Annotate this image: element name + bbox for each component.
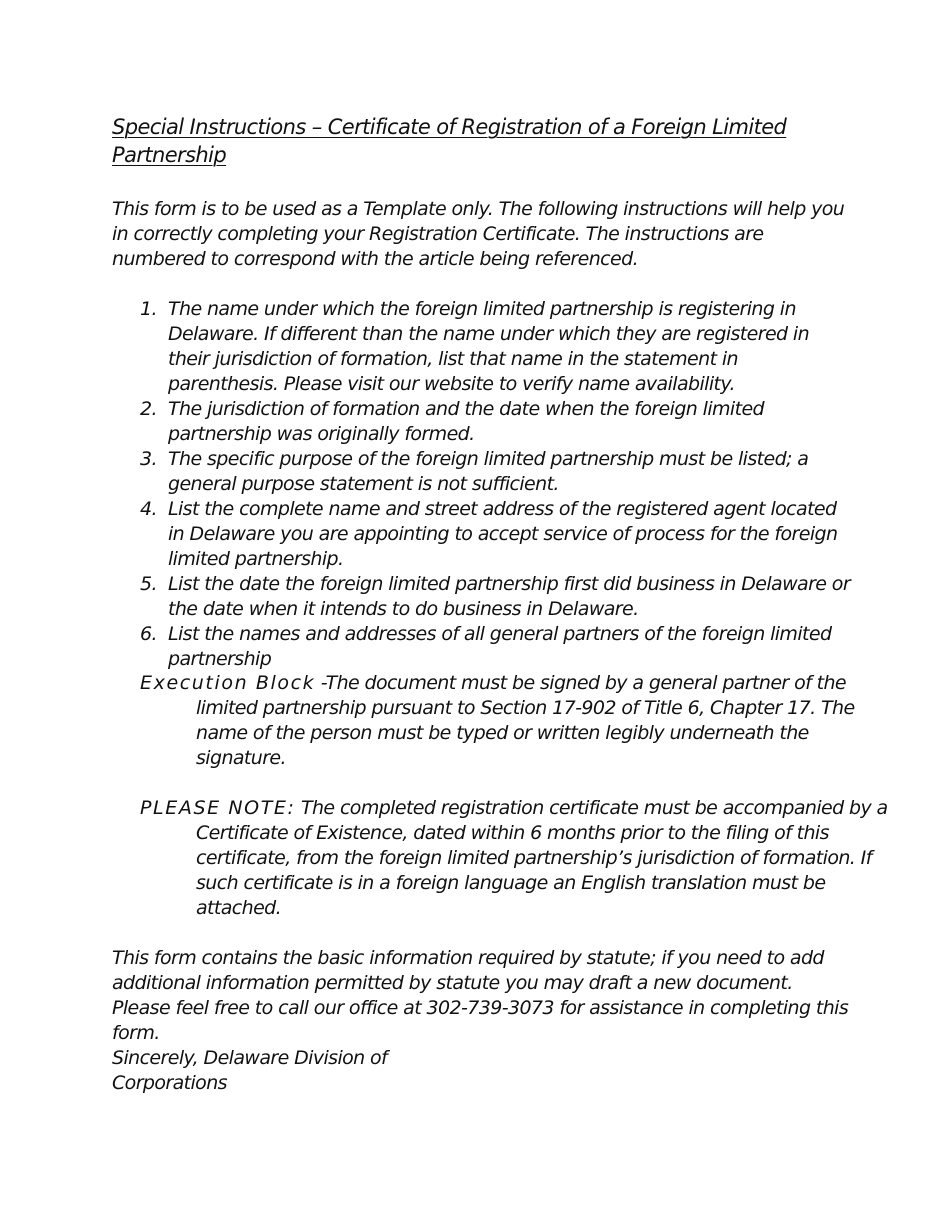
list-item [112,297,852,397]
list-item-text: The specific purpose of the foreign limited partnership must be listed; a general purpose statement is not sufficient. [168,448,809,495]
list-item [112,397,852,447]
list-item [112,572,852,622]
list-item-number: 6. [140,623,157,645]
list-item-number: 4. [140,498,157,520]
list-item [112,622,852,672]
intro-paragraph: This form is to be used as a Template only. The following instructions will help you in correctly completing your Registration Certificate. The instructions are numbered to correspond with the article being referenced. [112,198,845,270]
list-item-text: The name under which the foreign limited partnership is registering in Delaware. If different than the name under which they are registered in their jurisdiction of formation, list that name in the statement in parenthesis. Please visit our website to verify name availability. [168,298,810,395]
list-item [112,447,852,497]
list-item-number: 5. [140,573,157,595]
document-title: Special Instructions – Certificate of Registration of a Foreign Limited Partnership [112,115,787,167]
list-item-text: List the complete name and street address of the registered agent located in Delaware you are appointing to accept service of process for the foreign limited partnership. [168,498,838,570]
closing-paragraph: This form contains the basic information required by statute; if you need to add additional information permitted by statute you may draft a new document. Please feel free to call our office at 302-739-3073 for assistance in completing this form. [112,947,849,1044]
please-note-paragraph [140,796,896,921]
instruction-list [112,297,852,672]
please-note-text: The completed registration certificate must be accompanied by a Certificate of Existence, dated within 6 months prior to the filing of this certificate, from the foreign limited partnership’s jurisdiction of formation. If such certificate is in a foreign language an English translation must be attached. [196,797,888,919]
list-item-number: 3. [140,448,157,470]
list-item-number: 1. [140,298,157,320]
list-item-text: List the date the foreign limited partnership first did business in Delaware or the date when it intends to do business in Delaware. [168,573,851,620]
list-item [112,497,852,572]
execution-block-paragraph [140,671,896,771]
execution-block-text: -The document must be signed by a general partner of the limited partnership pursuant to Section 17-902 of Title 6, Chapter 17. The name of the person must be typed or written legibly underneath the signature. [196,672,855,769]
signoff: Sincerely, Delaware Division of Corporations [112,1047,388,1094]
list-item-text: The jurisdiction of formation and the date when the foreign limited partnership was originally formed. [168,398,765,445]
execution-block-label: Execution Block [140,672,316,694]
please-note-label: PLEASE NOTE: [140,797,296,819]
list-item-text: List the names and addresses of all general partners of the foreign limited partnership [168,623,832,670]
list-item-number: 2. [140,398,157,420]
